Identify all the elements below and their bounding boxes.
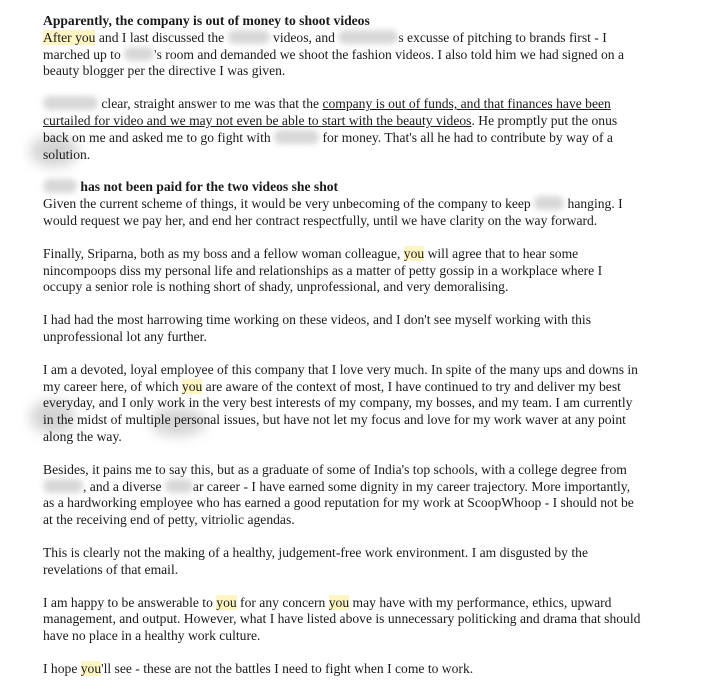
text-run: s excusse of pitching to brands first - I marched up to: [43, 29, 607, 62]
redacted-name: [43, 179, 77, 193]
text-run: I hope: [43, 660, 81, 676]
highlighted-text: you: [181, 378, 203, 394]
highlighted-text: you: [403, 245, 425, 261]
highlighted-text: After you: [43, 29, 96, 45]
redacted-name: [43, 479, 83, 493]
highlighted-text: you: [328, 594, 350, 610]
text-run: Finally, Sriparna, both as my boss and a fellow woman colleague,: [43, 245, 404, 261]
paragraph: [43, 30, 643, 80]
text-run: may have with my performance, ethics, upward management, and output. However, what I have listed above is unnecessary politicking and drama that should have no place in a healthy work culture.: [43, 594, 641, 644]
highlighted-text: you: [80, 660, 102, 676]
highlighted-text: you: [216, 594, 237, 610]
paragraph: [43, 595, 643, 645]
redacted-name: [534, 196, 564, 210]
text-run: 's room and demanded we shoot the fashion videos. I also told him we had signed on a beauty blogger per the directive I was given.: [43, 46, 625, 79]
paragraph: This is clearly not the making of a healthy, judgement-free work environment. I am disgusted by the revelations of that email.: [43, 544, 588, 577]
text-run: are aware of the context of most, I have continued to try and deliver my best everyday, and I only work in the very best interests of my company, my bosses, and my team. I am currently in the midst of multiple personal issues, but have not let my focus and love for my work waver at any point along the way.: [43, 378, 633, 444]
paragraph: [43, 661, 643, 678]
text-run: clear, straight answer to me was that the: [98, 96, 323, 112]
text-run: and I last discussed the: [95, 29, 228, 45]
paragraph: [43, 362, 643, 446]
paragraph: [43, 196, 643, 230]
text-run: hanging. I would request we pay her, and end her contract respectfully, until we have clarity on the way forward.: [43, 196, 623, 228]
underlined-text: company is out of funds, and that finances have been curtailed for video and we may not even be able to start with the beauty videos: [43, 96, 611, 128]
text-run: ar career - I have earned some dignity in my career trajectory. More importantly, as a hardworking employee who has earned a good reputation for my work at ScoopWhoop - I should not be at the receiving end of petty, vitriolic agendas.: [43, 478, 634, 528]
paragraph: [43, 246, 643, 296]
section-heading: [43, 179, 643, 196]
paragraph: [43, 96, 643, 163]
email-body: [43, 13, 643, 694]
redacted-name: [43, 96, 98, 110]
redacted-name: [274, 130, 319, 144]
text-run: . He promptly put the onus back on me and asked me to go fight with: [43, 112, 618, 145]
paragraph: I had had the most harrowing time working on these videos, and I don't see myself working with this unprofessional lot any further.: [43, 312, 591, 344]
text-run: I am happy to be answerable to: [43, 594, 217, 610]
text-run: videos, and: [269, 29, 339, 45]
text-run: will agree that to hear some nincompoops diss my personal life and relationships as a matter of petty gossip in a workplace where I occupy a senior role is nothing short of shady, unprofessional, and very demoralising.: [43, 245, 603, 295]
redacted-name: [124, 47, 154, 61]
section-heading: Apparently, the company is out of money to shoot videos: [43, 13, 370, 28]
redacted-name: [228, 30, 270, 44]
text-run: 'll see - these are not the battles I need to fight when I come to work.: [101, 660, 474, 676]
text-run: for money. That's all he had to contribute by way of a solution.: [43, 129, 613, 162]
paragraph: [43, 462, 643, 529]
text-run: for any concern: [236, 594, 329, 610]
redacted-name: [165, 479, 193, 493]
redacted-name: [338, 30, 398, 44]
text-run: Besides, it pains me to say this, but as a graduate of some of India's top schools, with a college degree from: [43, 461, 627, 477]
text-run: has not been paid for the two videos she shot: [77, 179, 339, 195]
text-run: , and a diverse: [83, 478, 165, 494]
text-run: Given the current scheme of things, it would be very unbecoming of the company to keep: [43, 196, 535, 212]
text-run: I am a devoted, loyal employee of this company that I love very much. In spite of the many ups and downs in my career here, of which: [43, 361, 638, 394]
